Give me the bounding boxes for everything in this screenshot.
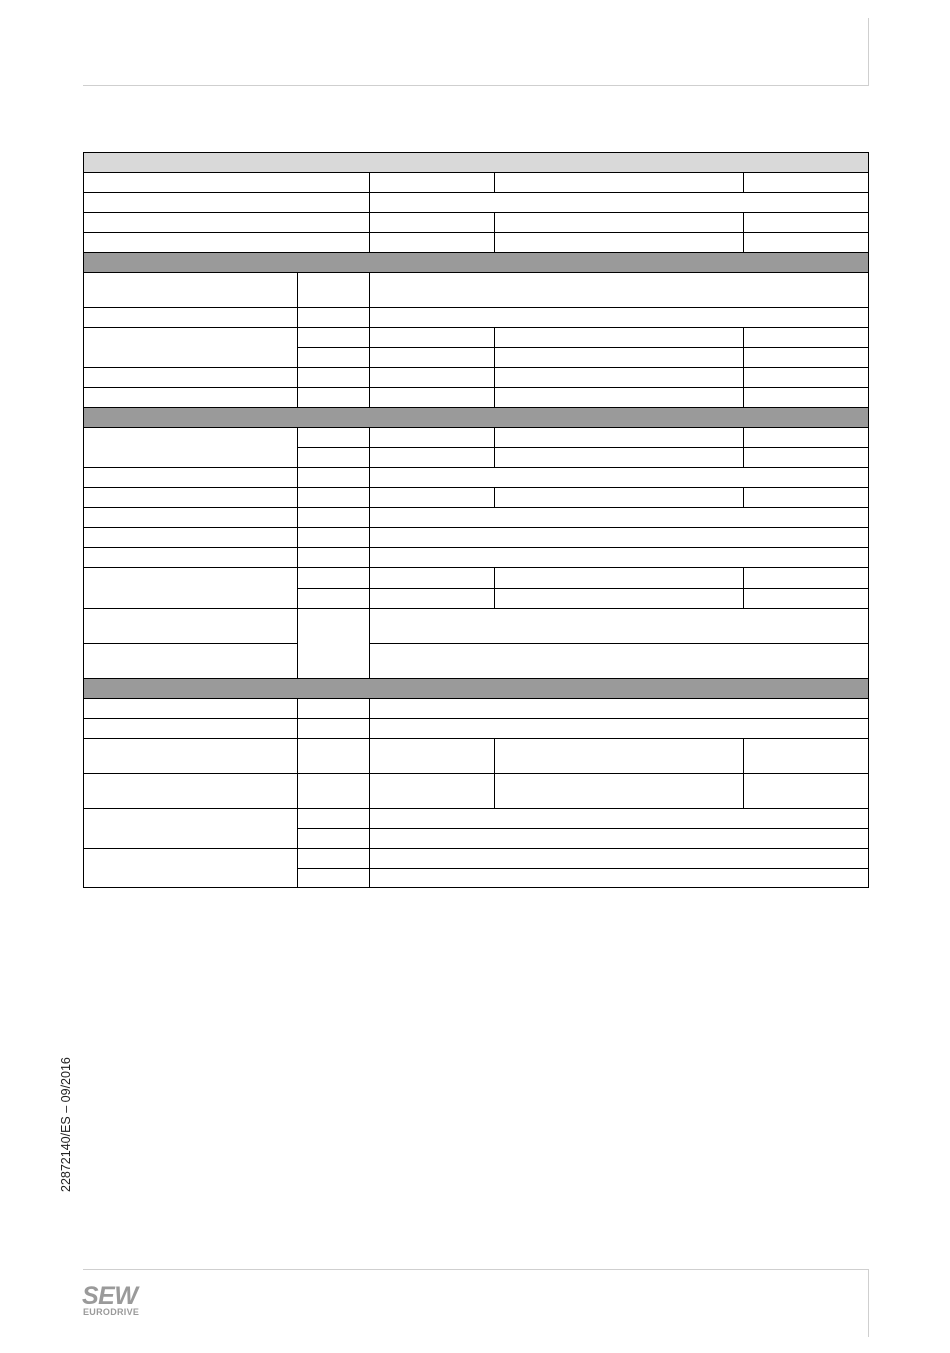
table-fills — [84, 153, 869, 699]
section-bar-2 — [84, 408, 869, 428]
footer-margin-line — [868, 1269, 869, 1337]
sew-eurodrive-logo — [82, 1281, 152, 1317]
document-code: 22872140/ES – 09/2016 — [59, 1057, 73, 1192]
section-bar-3 — [84, 679, 869, 699]
section-bar-1 — [84, 253, 869, 273]
table-title-bar — [84, 153, 869, 173]
footer-rule — [83, 1269, 869, 1270]
logo-brand: SEW — [82, 1282, 138, 1310]
logo-sub: EURODRIVE — [83, 1307, 140, 1317]
